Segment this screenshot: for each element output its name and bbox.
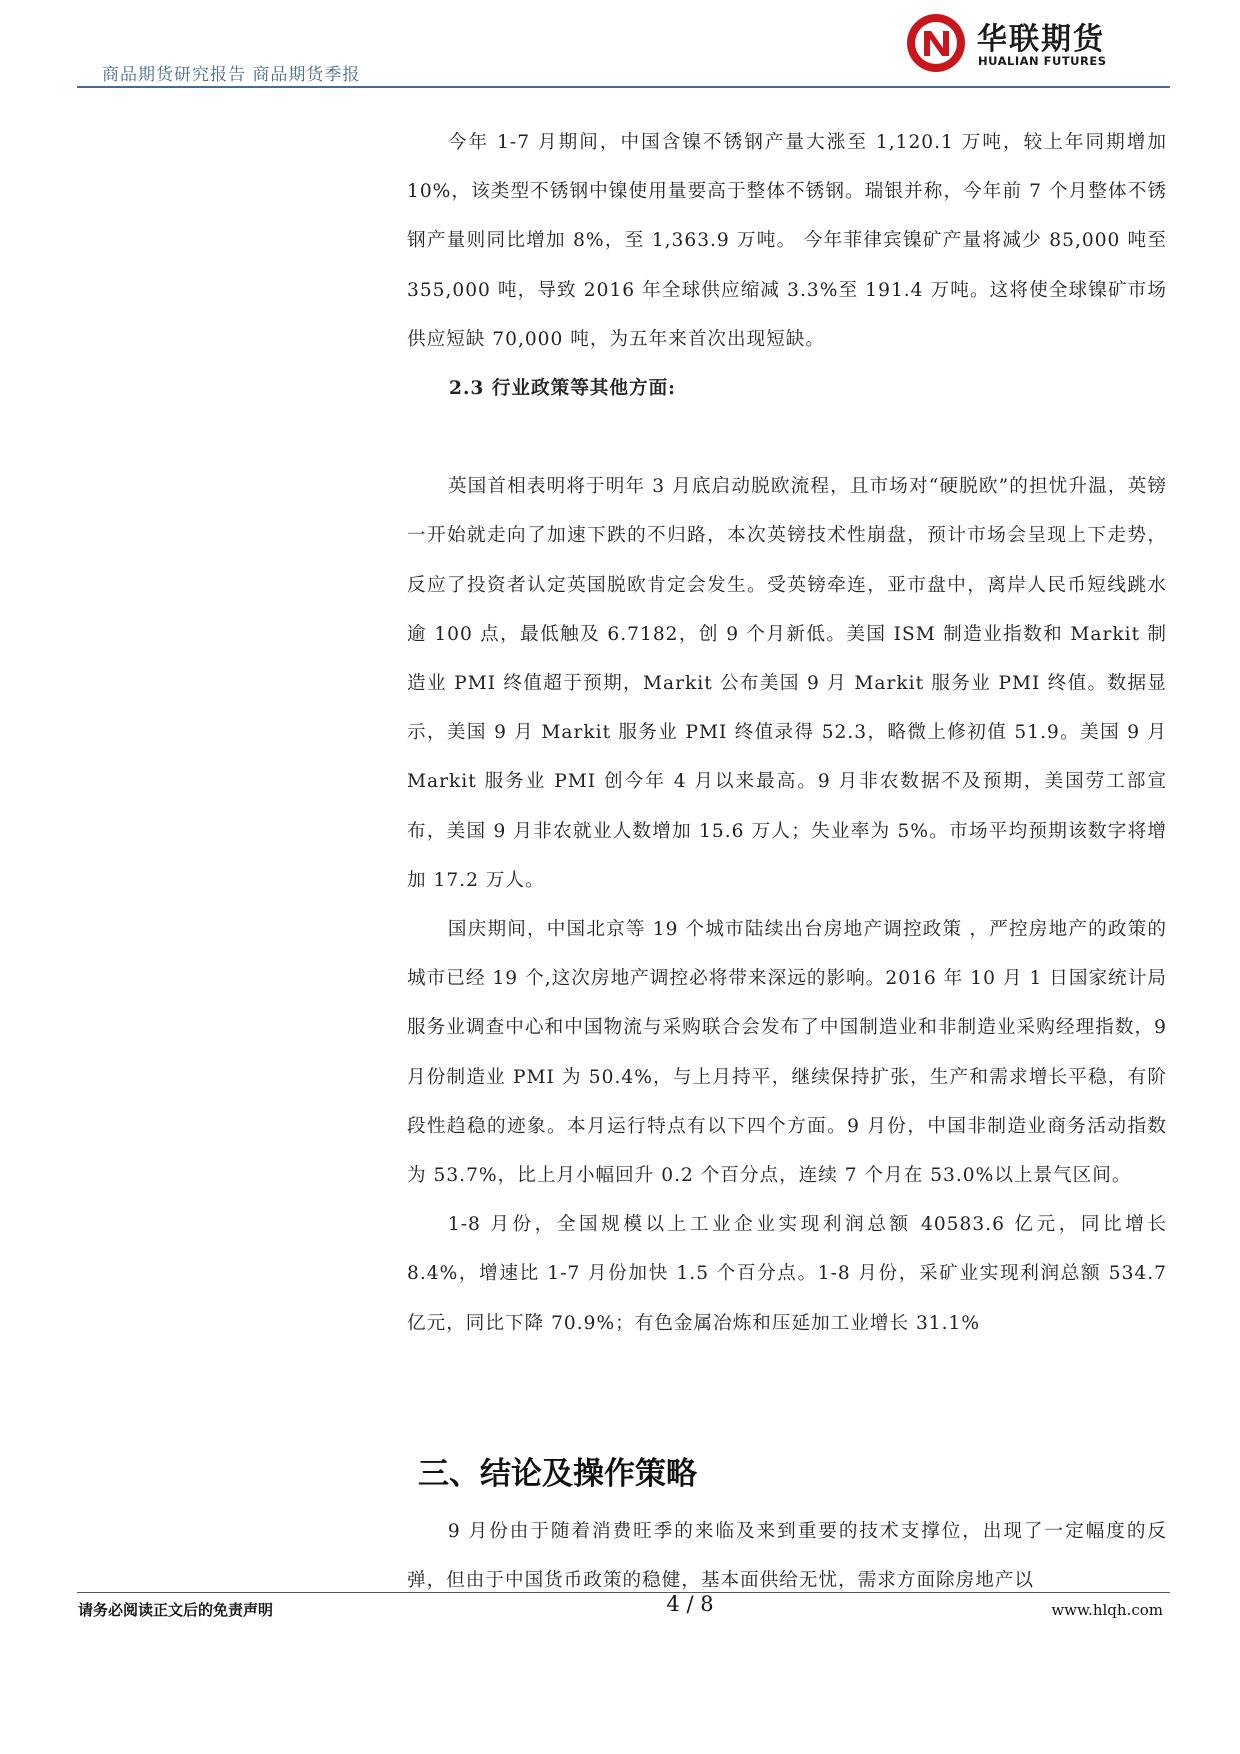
header-divider: [77, 86, 1170, 88]
hualian-logo-icon: [905, 12, 967, 74]
website-link[interactable]: www.hlqh.com: [1051, 1601, 1163, 1619]
logo-name-cn: 华联期货: [977, 22, 1105, 57]
paragraph-real-estate-pmi: 国庆期间，中国北京等 19 个城市陆续出台房地产调控政策 ，严控房地产的政策的城市已经 19 个,这次房地产调控必将带来深远的影响。2016 年 10 月 1 日国家统计局服务业调查中心和中国物流与采购联合会发布了中国制造业和非制造业采购经理指数，9 月份制造业 PMI 为 50.4%，与上月持平，继续保持扩张，生产和需求增长平稳，有阶段性趋稳的迹象。本月运行特点有以下四个方面。9 月份，中国非制造业商务活动指数为 53.7%，比上月小幅回升 0.2 个百分点，连续 7 个月在 53.0%以上景气区间。: [407, 919, 1167, 1187]
paragraph-conclusion: 9 月份由于随着消费旺季的来临及来到重要的技术支撑位，出现了一定幅度的反弹，但由于中国货币政策的稳健，基本面供给无忧，需求方面除房地产以: [407, 1521, 1167, 1592]
paragraph-nickel-production: 今年 1-7 月期间，中国含镍不锈钢产量大涨至 1,120.1 万吨，较上年同期增加 10%，该类型不锈钢中镍使用量要高于整体不锈钢。瑞银并称，今年前 7 个月整体不锈钢产量则同比增加 8%，至 1,363.9 万吨。 今年菲律宾镍矿产量将减少 85,000 吨至 355,000 吨，导致 2016 年全球供应缩减 3.3%至 191.4 万吨。这将使全球镍矿市场供应短缺 70,000 吨，为五年来首次出现短缺。: [407, 132, 1167, 350]
conclusion-body: [407, 1507, 1167, 1605]
report-type-header: 商品期货研究报告 商品期货季报: [102, 65, 361, 85]
report-body: [407, 118, 1167, 1348]
paragraph-industrial-profits: 1-8 月份，全国规模以上工业企业实现利润总额 40583.6 亿元，同比增长 8.4%，增速比 1-7 月份加快 1.5 个百分点。1-8 月份，采矿业实现利润总额 534.7 亿元，同比下降 70.9%；有色金属冶炼和压延加工业增长 31.1%: [407, 1214, 1167, 1334]
paragraph-brexit-macro: 英国首相表明将于明年 3 月底启动脱欧流程，且市场对“硬脱欧”的担忧升温，英镑一开始就走向了加速下跌的不归路，本次英镑技术性崩盘，预计市场会呈现上下走势，反应了投资者认定英国脱欧肯定会发生。受英镑牵连，亚市盘中，离岸人民币短线跳水逾 100 点，最低触及 6.7182，创 9 个月新低。美国 ISM 制造业指数和 Markit 制造业 PMI 终值超于预期，Markit 公布美国 9 月 Markit 服务业 PMI 终值。数据显示，美国 9 月 Markit 服务业 PMI 终值录得 52.3，略微上修初值 51.9。美国 9 月 Markit 服务业 PMI 创今年 4 月以来最高。9 月非农数据不及预期，美国劳工部宣布，美国 9 月非农就业人数增加 15.6 万人；失业率为 5%。市场平均预期该数字将增加 17.2 万人。: [407, 476, 1167, 891]
subheading-industry-policy: 2.3 行业政策等其他方面:: [449, 378, 677, 400]
logo-name-en: HUALIAN FUTURES: [978, 54, 1107, 68]
spacer: [407, 413, 1167, 462]
company-logo: [905, 8, 1155, 78]
disclaimer-notice: 请务必阅读正文后的免责声明: [78, 1601, 274, 1619]
section-title-conclusion: 三、结论及操作策略: [418, 1456, 697, 1492]
page-number: 4 / 8: [666, 1592, 714, 1616]
